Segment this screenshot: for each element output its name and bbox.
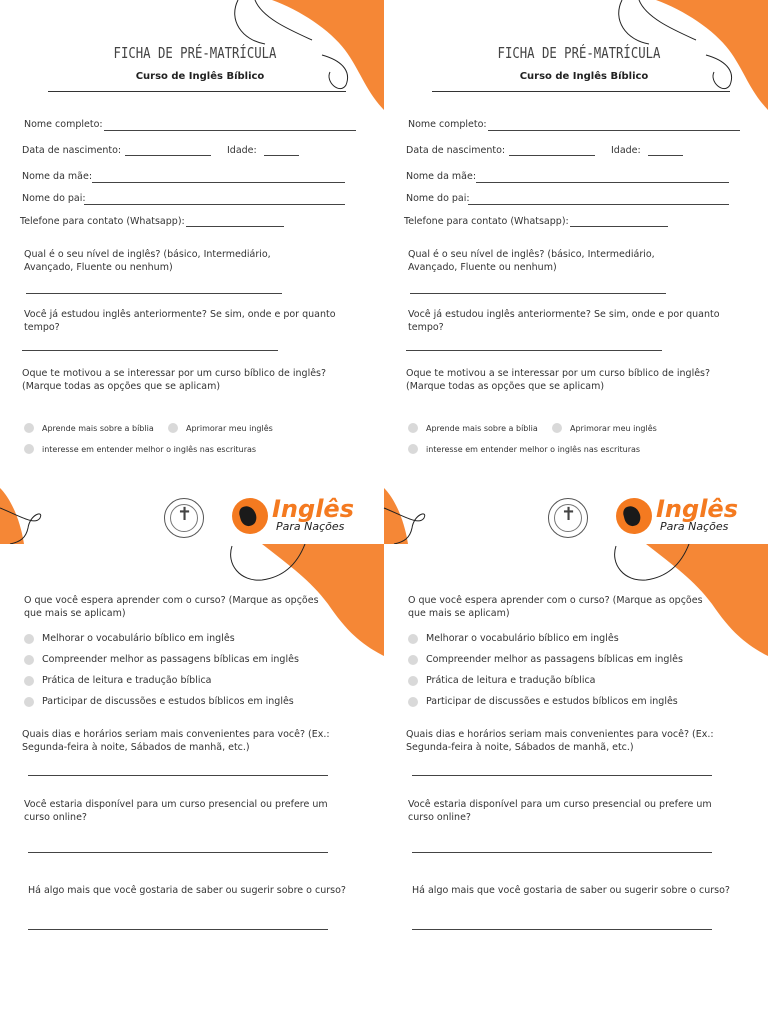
phone-field[interactable] xyxy=(186,226,284,227)
title-divider xyxy=(432,91,730,92)
option-label: Prática de leitura e tradução bíblica xyxy=(42,675,212,686)
radio-icon xyxy=(552,423,562,433)
radio-icon xyxy=(408,655,418,665)
age-label: Idade: xyxy=(227,145,257,156)
form-title: FICHA DE PRÉ-MATRÍCULA xyxy=(497,44,661,62)
form-panel-top-left xyxy=(0,0,384,512)
option-label: Melhorar o vocabulário bíblico em inglês xyxy=(426,633,619,644)
expect-option-passages[interactable] xyxy=(24,654,299,665)
option-label: Participar de discussões e estudos bíblicos em inglês xyxy=(42,696,294,707)
option-label: interesse em entender melhor o inglês nas escrituras xyxy=(42,444,257,454)
form-panel-top-right xyxy=(384,0,768,512)
radio-icon xyxy=(408,444,418,454)
expect-option-discussions[interactable] xyxy=(408,696,678,707)
ingles-para-nacoes-logo xyxy=(232,495,354,534)
expect-option-vocabulary[interactable] xyxy=(408,633,619,644)
expect-option-passages[interactable] xyxy=(408,654,683,665)
motivation-option-scriptures[interactable] xyxy=(408,444,640,454)
other-answer-field[interactable] xyxy=(28,929,328,930)
title-divider xyxy=(48,91,346,92)
schedule-answer-field[interactable] xyxy=(412,775,712,776)
option-label: Compreender melhor as passagens bíblicas em inglês xyxy=(42,654,299,665)
radio-icon xyxy=(408,423,418,433)
phone-label: Telefone para contato (Whatsapp): xyxy=(20,216,185,227)
motivation-option-bible[interactable] xyxy=(408,423,538,433)
option-label: Aprende mais sobre a bíblia xyxy=(426,423,538,433)
mother-name-field[interactable] xyxy=(476,182,729,183)
motivation-option-scriptures[interactable] xyxy=(24,444,256,454)
age-label: Idade: xyxy=(611,145,641,156)
form-panel-bottom-left xyxy=(0,544,384,1024)
full-name-label: Nome completo: xyxy=(408,119,487,130)
radio-icon xyxy=(168,423,178,433)
full-name-label: Nome completo: xyxy=(24,119,103,130)
birth-date-field[interactable] xyxy=(125,155,211,156)
phone-field[interactable] xyxy=(570,226,668,227)
option-label: Compreender melhor as passagens bíblicas em inglês xyxy=(426,654,683,665)
motivation-option-english[interactable] xyxy=(168,423,273,433)
option-label: Participar de discussões e estudos bíblicos em inglês xyxy=(426,696,678,707)
level-answer-field[interactable] xyxy=(410,293,666,294)
question-mode: Você estaria disponível para um curso presencial ou prefere um curso online? xyxy=(24,799,328,823)
expect-option-reading[interactable] xyxy=(24,675,212,686)
radio-icon xyxy=(408,676,418,686)
question-expectations: O que você espera aprender com o curso? (Marque as opções que mais se aplicam) xyxy=(408,595,703,619)
father-name-field[interactable] xyxy=(84,204,345,205)
motivation-option-bible[interactable] xyxy=(24,423,154,433)
expect-option-vocabulary[interactable] xyxy=(24,633,235,644)
form-panel-bottom-right xyxy=(384,544,768,1024)
age-field[interactable] xyxy=(648,155,683,156)
mode-answer-field[interactable] xyxy=(412,852,712,853)
radio-icon xyxy=(24,634,34,644)
form-subtitle: Curso de Inglês Bíblico xyxy=(135,71,265,82)
globe-icon xyxy=(232,498,268,534)
question-studied: Você já estudou inglês anteriormente? Se sim, onde e por quanto tempo? xyxy=(24,309,336,333)
question-motivation: Oque te motivou a se interessar por um curso bíblico de inglês? (Marque todas as opções que se aplicam) xyxy=(406,368,711,392)
question-other: Há algo mais que você gostaria de saber ou sugerir sobre o curso? xyxy=(412,885,730,896)
question-level: Qual é o seu nível de inglês? (básico, Intermediário, Avançado, Fluente ou nenhum) xyxy=(24,249,271,273)
brand-main-text: Inglês xyxy=(656,495,738,523)
mother-name-label: Nome da mãe: xyxy=(406,171,477,182)
full-name-field[interactable] xyxy=(104,130,356,131)
form-title: FICHA DE PRÉ-MATRÍCULA xyxy=(113,44,277,62)
birth-date-field[interactable] xyxy=(509,155,595,156)
studied-answer-field[interactable] xyxy=(406,350,662,351)
church-seal-logo xyxy=(548,498,588,538)
motivation-option-english[interactable] xyxy=(552,423,657,433)
question-schedule: Quais dias e horários seriam mais convenientes para você? (Ex.: Segunda-feira à noite, Sábados de manhã, etc.) xyxy=(22,729,330,753)
radio-icon xyxy=(24,676,34,686)
mother-name-label: Nome da mãe: xyxy=(22,171,93,182)
mode-answer-field[interactable] xyxy=(28,852,328,853)
option-label: Aprimorar meu inglês xyxy=(570,423,657,433)
studied-answer-field[interactable] xyxy=(22,350,278,351)
question-schedule: Quais dias e horários seriam mais convenientes para você? (Ex.: Segunda-feira à noite, Sábados de manhã, etc.) xyxy=(406,729,714,753)
brand-sub-text: Para Nações xyxy=(276,520,345,533)
age-field[interactable] xyxy=(264,155,299,156)
brand-sub-text: Para Nações xyxy=(660,520,729,533)
option-label: Aprende mais sobre a bíblia xyxy=(42,423,154,433)
radio-icon xyxy=(24,697,34,707)
option-label: Aprimorar meu inglês xyxy=(186,423,273,433)
church-seal-logo xyxy=(164,498,204,538)
schedule-answer-field[interactable] xyxy=(28,775,328,776)
expect-option-reading[interactable] xyxy=(408,675,596,686)
cross-icon: ✝ xyxy=(177,504,193,525)
cross-icon: ✝ xyxy=(561,504,577,525)
question-expectations: O que você espera aprender com o curso? (Marque as opções que mais se aplicam) xyxy=(24,595,319,619)
father-name-field[interactable] xyxy=(468,204,729,205)
option-label: Prática de leitura e tradução bíblica xyxy=(426,675,596,686)
brand-main-text: Inglês xyxy=(272,495,354,523)
radio-icon xyxy=(24,444,34,454)
radio-icon xyxy=(408,697,418,707)
birth-date-label: Data de nascimento: xyxy=(406,145,506,156)
mother-name-field[interactable] xyxy=(92,182,345,183)
radio-icon xyxy=(24,423,34,433)
radio-icon xyxy=(24,655,34,665)
expect-option-discussions[interactable] xyxy=(24,696,294,707)
question-studied: Você já estudou inglês anteriormente? Se sim, onde e por quanto tempo? xyxy=(408,309,720,333)
birth-date-label: Data de nascimento: xyxy=(22,145,122,156)
other-answer-field[interactable] xyxy=(412,929,712,930)
logo-strip xyxy=(0,488,768,544)
question-mode: Você estaria disponível para um curso presencial ou prefere um curso online? xyxy=(408,799,712,823)
level-answer-field[interactable] xyxy=(26,293,282,294)
father-name-label: Nome do pai: xyxy=(22,193,86,204)
globe-icon xyxy=(616,498,652,534)
father-name-label: Nome do pai: xyxy=(406,193,470,204)
phone-label: Telefone para contato (Whatsapp): xyxy=(404,216,569,227)
question-level: Qual é o seu nível de inglês? (básico, Intermediário, Avançado, Fluente ou nenhum) xyxy=(408,249,655,273)
option-label: Melhorar o vocabulário bíblico em inglês xyxy=(42,633,235,644)
full-name-field[interactable] xyxy=(488,130,740,131)
question-motivation: Oque te motivou a se interessar por um curso bíblico de inglês? (Marque todas as opções que se aplicam) xyxy=(22,368,327,392)
option-label: interesse em entender melhor o inglês nas escrituras xyxy=(426,444,641,454)
question-other: Há algo mais que você gostaria de saber ou sugerir sobre o curso? xyxy=(28,885,346,896)
radio-icon xyxy=(408,634,418,644)
ingles-para-nacoes-logo xyxy=(616,495,738,534)
form-subtitle: Curso de Inglês Bíblico xyxy=(519,71,649,82)
